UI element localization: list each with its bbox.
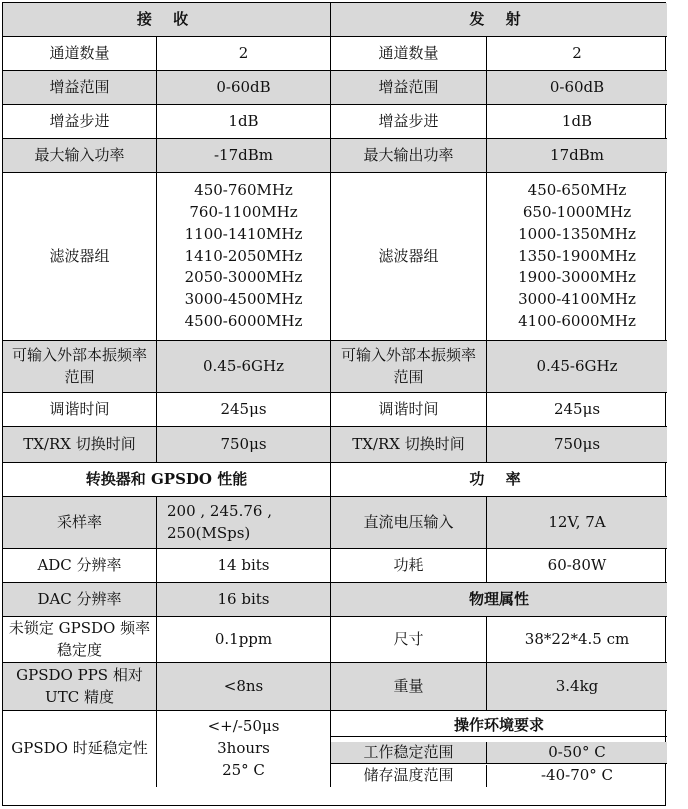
tx-gain-step-value: 1dB (487, 105, 667, 139)
consumption-label: 功耗 (331, 549, 487, 583)
converter-header: 转换器和 GPSDO 性能 (3, 463, 331, 497)
rx-switch-value: 750μs (157, 427, 331, 463)
tx-filter-band: 1000-1350MHz (518, 224, 636, 243)
rx-channels-label: 通道数量 (3, 37, 157, 71)
power-header: 功 率 (331, 463, 667, 497)
tx-ext-lo-label: 可输入外部本振频率范围 (331, 341, 487, 393)
dac-value: 16 bits (157, 583, 331, 617)
rx-channels-value: 2 (157, 37, 331, 71)
rx-tune-value: 245μs (157, 393, 331, 427)
rx-max-power-label: 最大输入功率 (3, 139, 157, 173)
rx-ext-lo-label: 可输入外部本振频率范围 (3, 341, 157, 393)
tx-gain-range-label: 增益范围 (331, 71, 487, 105)
holdover-label: GPSDO 时延稳定性 (3, 711, 157, 787)
tx-max-power-value: 17dBm (487, 139, 667, 173)
tx-channels-value: 2 (487, 37, 667, 71)
size-value: 38*22*4.5 cm (487, 617, 667, 663)
storage-range-value: -40-70° C (540, 766, 614, 785)
rx-tune-label: 调谐时间 (3, 393, 157, 427)
tx-filter-band: 3000-4100MHz (518, 290, 636, 309)
dc-input-value: 12V, 7A (487, 497, 667, 549)
rx-switch-label: TX/RX 切换时间 (3, 427, 157, 463)
tx-filter-band: 4100-6000MHz (518, 311, 636, 330)
transmit-header: 发 射 (331, 3, 667, 37)
rx-filter-label: 滤波器组 (3, 173, 157, 341)
environment-header: 操作环境要求 (331, 715, 667, 738)
consumption-value: 60-80W (487, 549, 667, 583)
rx-filter-list (157, 173, 331, 341)
tx-tune-value: 245μs (487, 393, 667, 427)
weight-label: 重量 (331, 663, 487, 711)
rx-filter-band: 2050-3000MHz (184, 268, 303, 287)
rx-filter-band: 1100-1410MHz (184, 224, 303, 243)
adc-label: ADC 分辨率 (3, 549, 157, 583)
rx-filter-band: 760-1100MHz (189, 203, 298, 222)
dc-input-label: 直流电压输入 (331, 497, 487, 549)
size-label: 尺寸 (331, 617, 487, 663)
tx-tune-label: 调谐时间 (331, 393, 487, 427)
holdover-line: 3hours (217, 739, 270, 758)
rx-ext-lo-value: 0.45-6GHz (157, 341, 331, 393)
holdover-line: <+/-50μs (207, 717, 280, 736)
receive-header: 接 收 (3, 3, 331, 37)
storage-range-label: 储存温度范围 (331, 765, 487, 787)
adc-value: 14 bits (157, 549, 331, 583)
pps-accuracy-label: GPSDO PPS 相对 UTC 精度 (3, 663, 157, 711)
tx-channels-label: 通道数量 (331, 37, 487, 71)
tx-gain-step-label: 增益步进 (331, 105, 487, 139)
tx-filter-list (487, 173, 667, 341)
rx-gain-step-label: 增益步进 (3, 105, 157, 139)
tx-switch-label: TX/RX 切换时间 (331, 427, 487, 463)
pps-accuracy-value: <8ns (157, 663, 331, 711)
spec-table (2, 2, 666, 806)
rx-gain-step-value: 1dB (157, 105, 331, 139)
rx-gain-range-label: 增益范围 (3, 71, 157, 105)
tx-filter-band: 1350-1900MHz (518, 246, 636, 265)
rx-filter-band: 450-760MHz (194, 181, 293, 200)
rx-filter-band: 3000-4500MHz (184, 290, 303, 309)
physical-header: 物理属性 (331, 583, 667, 617)
sample-rate-label: 采样率 (3, 497, 157, 549)
environment-section (331, 711, 667, 787)
tx-filter-band: 1900-3000MHz (518, 268, 636, 287)
weight-value: 3.4kg (487, 663, 667, 711)
operating-range-value: 0-50° C (487, 742, 667, 765)
unlocked-stability-label: 未锁定 GPSDO 频率稳定度 (3, 617, 157, 663)
dac-label: DAC 分辨率 (3, 583, 157, 617)
sample-rate-value: 200 , 245.76 , 250(MSps) (157, 497, 331, 549)
unlocked-stability-value: 0.1ppm (157, 617, 331, 663)
tx-switch-value: 750μs (487, 427, 667, 463)
tx-max-power-label: 最大输出功率 (331, 139, 487, 173)
rx-max-power-value: -17dBm (157, 139, 331, 173)
rx-filter-band: 1410-2050MHz (184, 246, 303, 265)
holdover-value (157, 711, 331, 787)
rx-gain-range-value: 0-60dB (157, 71, 331, 105)
operating-range-label: 工作稳定范围 (331, 742, 487, 765)
tx-ext-lo-value: 0.45-6GHz (487, 341, 667, 393)
tx-gain-range-value: 0-60dB (487, 71, 667, 105)
holdover-line: 25° C (222, 760, 265, 779)
tx-filter-label: 滤波器组 (331, 173, 487, 341)
rx-filter-band: 4500-6000MHz (184, 311, 303, 330)
tx-filter-band: 650-1000MHz (522, 203, 632, 222)
tx-filter-band: 450-650MHz (527, 181, 627, 200)
